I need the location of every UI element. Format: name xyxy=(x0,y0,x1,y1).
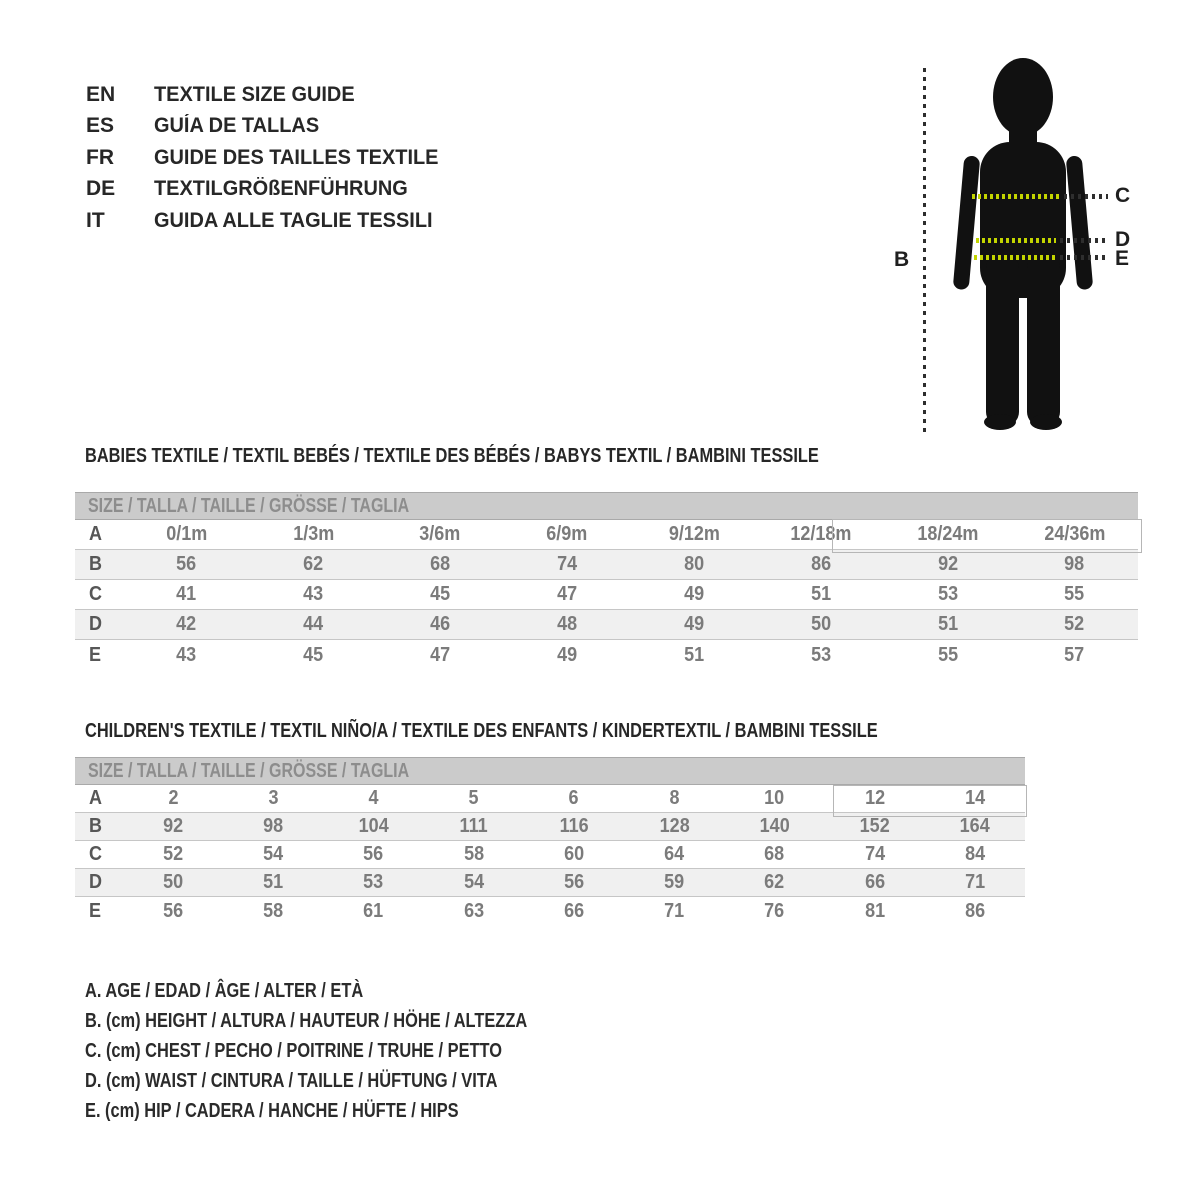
babies_table-A-value-7 xyxy=(1011,520,1138,549)
size-header-text: SIZE / TALLA / TAILLE / GRÖSSE / TAGLIA xyxy=(88,759,410,782)
children_table-B-value-8-text: 164 xyxy=(959,815,990,837)
babies_table-B-value-7 xyxy=(1011,550,1138,579)
children_table-E-value-8 xyxy=(925,897,1025,925)
hip-measure-label: E xyxy=(1115,247,1130,270)
lang-code: ES xyxy=(86,114,115,138)
babies_table-C-value-2-text: 45 xyxy=(430,583,451,605)
lang-title: TEXTILE SIZE GUIDE xyxy=(154,82,355,106)
children_table-E-value-3-text: 63 xyxy=(463,899,484,922)
babies_table-row-label-B-text: B xyxy=(89,553,103,575)
legend-hip: E. (cm) HIP / CADERA / HANCHE / HÜFTE / HIPS xyxy=(85,1099,459,1122)
waist-dot-line-body xyxy=(976,238,1056,243)
children_table-E-value-2-text: 61 xyxy=(363,899,384,922)
babies_table-A-value-5-text: 12/18m xyxy=(790,523,852,545)
children_table-D-value-1-text: 51 xyxy=(263,871,284,893)
children_table-C-value-2 xyxy=(323,841,423,868)
lang-title: GUIDA ALLE TAGLIE TESSILI xyxy=(154,208,433,232)
lang-code: EN xyxy=(86,82,116,106)
babies_table-A-value-1-text: 1/3m xyxy=(292,523,334,545)
babies_table-D-value-1 xyxy=(250,610,377,639)
babies_table-row-B xyxy=(75,550,1138,580)
children_table-A-value-2 xyxy=(323,785,423,812)
children_table-A-value-5-text: 8 xyxy=(669,787,680,809)
children_table-C-value-5 xyxy=(624,841,724,868)
babies_table-E-value-6 xyxy=(884,640,1011,670)
babies_table-D-value-3 xyxy=(504,610,631,639)
babies_table-A-value-4-text: 9/12m xyxy=(668,523,720,545)
children_table-row-label-E xyxy=(75,897,123,925)
children_table-E-value-2 xyxy=(323,897,423,925)
children_table-B-value-4-text: 116 xyxy=(559,815,589,837)
children_table-B-value-0-text: 92 xyxy=(163,815,184,837)
babies_table-C-value-1-text: 43 xyxy=(303,583,324,605)
babies_table-B-value-4 xyxy=(631,550,758,579)
babies_table-row-C xyxy=(75,580,1138,610)
babies_table-C-value-4 xyxy=(631,580,758,609)
children_table-D-value-3-text: 54 xyxy=(463,871,484,893)
babies_table-row-label-E-text: E xyxy=(89,643,102,666)
children_table-row-label-E-text: E xyxy=(89,899,102,922)
children_table-E-value-0 xyxy=(123,897,223,925)
babies_table-D-value-3-text: 48 xyxy=(557,613,578,635)
babies_table-C-value-5 xyxy=(757,580,884,609)
children_table-D-value-7-text: 66 xyxy=(864,871,885,893)
lang-code: FR xyxy=(86,145,114,169)
babies_table-row-D xyxy=(75,610,1138,640)
chest-measure-label: C xyxy=(1115,184,1131,207)
children_table-E-value-1-text: 58 xyxy=(263,899,284,922)
children_table-A-value-6 xyxy=(724,785,824,812)
children_table-D-value-7 xyxy=(825,869,925,896)
measure-legend xyxy=(85,976,624,1126)
babies_table-D-value-5-text: 50 xyxy=(810,613,831,635)
children_table-C-value-4 xyxy=(524,841,624,868)
height-measure-label: B xyxy=(894,248,910,271)
babies_table-row-label-C xyxy=(75,580,123,609)
children_table-C-value-6 xyxy=(724,841,824,868)
babies_table-B-value-2-text: 68 xyxy=(430,553,451,575)
children_table-D-value-4-text: 56 xyxy=(563,871,584,893)
babies_table-row-label-A xyxy=(75,520,123,549)
lang-row-es xyxy=(86,111,453,143)
children_table-B-value-0 xyxy=(123,813,223,840)
babies_table-row-E xyxy=(75,640,1138,670)
children_table-A-value-0 xyxy=(123,785,223,812)
babies_table-A-value-7-text: 24/36m xyxy=(1044,523,1106,545)
children_table-E-value-4-text: 66 xyxy=(563,899,584,922)
babies_table-row-A xyxy=(75,520,1138,550)
size-header-band xyxy=(75,492,1138,520)
children_table-A-value-4-text: 6 xyxy=(568,787,579,809)
children_table-E-value-6-text: 76 xyxy=(764,899,785,922)
children_table-D-value-0-text: 50 xyxy=(163,871,184,893)
legend-age: A. AGE / EDAD / ÂGE / ALTER / ETÀ xyxy=(85,979,364,1002)
children_table-A-value-6-text: 10 xyxy=(764,787,785,809)
children_table-B-value-6-text: 140 xyxy=(759,815,790,837)
babies_table-E-value-4-text: 51 xyxy=(683,643,704,666)
lang-row-fr xyxy=(86,142,453,174)
babies_table-row-label-B xyxy=(75,550,123,579)
babies_table-A-value-2-text: 3/6m xyxy=(419,523,461,545)
children_table-C-value-1 xyxy=(223,841,323,868)
babies_table-D-value-6-text: 51 xyxy=(937,613,958,635)
babies-size-table xyxy=(75,492,1138,670)
children_table-E-value-7-text: 81 xyxy=(864,899,885,922)
children_table-E-value-5-text: 71 xyxy=(664,899,685,922)
children_table-C-value-4-text: 60 xyxy=(563,843,584,865)
children_table-C-value-3-text: 58 xyxy=(463,843,484,865)
babies_table-D-value-1-text: 44 xyxy=(303,613,324,635)
children_table-D-value-2 xyxy=(323,869,423,896)
children_table-A-value-5 xyxy=(624,785,724,812)
babies_table-A-value-6-text: 18/24m xyxy=(917,523,979,545)
babies_table-E-value-0 xyxy=(123,640,250,670)
hip-dot-line-lead xyxy=(1060,255,1108,260)
children_table-C-value-8 xyxy=(925,841,1025,868)
children_table-D-value-3 xyxy=(424,869,524,896)
babies_table-D-value-0-text: 42 xyxy=(176,613,197,635)
children_table-A-value-0-text: 2 xyxy=(168,787,179,809)
lang-row-en xyxy=(86,79,453,111)
babies_table-B-value-5 xyxy=(757,550,884,579)
children_table-row-label-A-text: A xyxy=(89,787,103,809)
babies_table-E-value-5-text: 53 xyxy=(810,643,831,666)
children_table-row-A xyxy=(75,785,1025,813)
children_table-C-value-6-text: 68 xyxy=(764,843,785,865)
babies_table-E-value-2-text: 47 xyxy=(430,643,451,666)
children_table-A-value-8-text: 14 xyxy=(964,787,985,809)
children_table-row-label-B xyxy=(75,813,123,840)
babies_table-D-value-7-text: 52 xyxy=(1064,613,1085,635)
babies_table-B-value-6-text: 92 xyxy=(937,553,958,575)
babies_table-D-value-4 xyxy=(631,610,758,639)
children_table-B-value-3 xyxy=(424,813,524,840)
lang-row-it xyxy=(86,205,453,237)
children_table-B-value-4 xyxy=(524,813,624,840)
lang-code: IT xyxy=(86,208,105,232)
babies_table-E-value-4 xyxy=(631,640,758,670)
babies_table-E-value-5 xyxy=(757,640,884,670)
babies_table-B-value-7-text: 98 xyxy=(1064,553,1085,575)
children_table-row-C xyxy=(75,841,1025,869)
children_table-row-label-C xyxy=(75,841,123,868)
babies_table-C-value-5-text: 51 xyxy=(810,583,831,605)
children_table-E-value-6 xyxy=(724,897,824,925)
babies_table-B-value-5-text: 86 xyxy=(810,553,831,575)
children_table-row-D xyxy=(75,869,1025,897)
babies_table-E-value-3 xyxy=(504,640,631,670)
babies_table-B-value-0 xyxy=(123,550,250,579)
chest-dot-line-body xyxy=(972,194,1060,199)
babies_table-row-label-A-text: A xyxy=(89,523,103,545)
language-title-block xyxy=(86,79,453,237)
children-section-title: CHILDREN'S TEXTILE / TEXTIL NIÑO/A / TEXTILE DES ENFANTS / KINDERTEXTIL / BAMBINI TESSILE xyxy=(85,720,878,742)
children_table-D-value-1 xyxy=(223,869,323,896)
children_table-B-value-1-text: 98 xyxy=(263,815,284,837)
babies_table-D-value-2 xyxy=(377,610,504,639)
children_table-C-value-7 xyxy=(825,841,925,868)
children_table-D-value-8-text: 71 xyxy=(964,871,985,893)
babies_table-C-value-6 xyxy=(884,580,1011,609)
children_table-B-value-8 xyxy=(925,813,1025,840)
babies_table-A-value-1 xyxy=(250,520,377,549)
children_table-B-value-7 xyxy=(825,813,925,840)
legend-chest: C. (cm) CHEST / PECHO / POITRINE / TRUHE / PETTO xyxy=(85,1039,503,1062)
babies_table-E-value-1-text: 45 xyxy=(303,643,324,666)
children_table-C-value-0 xyxy=(123,841,223,868)
babies_table-row-label-C-text: C xyxy=(89,583,103,605)
children-table-rows xyxy=(75,785,1025,925)
babies_table-A-value-6 xyxy=(884,520,1011,549)
babies_table-A-value-5 xyxy=(757,520,884,549)
children_table-A-value-1-text: 3 xyxy=(268,787,279,809)
children_table-A-value-2-text: 4 xyxy=(368,787,379,809)
babies_table-A-value-0-text: 0/1m xyxy=(165,523,207,545)
babies_table-E-value-7-text: 57 xyxy=(1064,643,1085,666)
children_table-C-value-7-text: 74 xyxy=(864,843,885,865)
children_table-D-value-5 xyxy=(624,869,724,896)
babies_table-B-value-6 xyxy=(884,550,1011,579)
children_table-A-value-8 xyxy=(925,785,1025,812)
babies_table-C-value-2 xyxy=(377,580,504,609)
children_table-A-value-4 xyxy=(524,785,624,812)
babies_table-B-value-3-text: 74 xyxy=(557,553,578,575)
children_table-D-value-6-text: 62 xyxy=(764,871,785,893)
lang-code: DE xyxy=(86,177,116,201)
babies_table-C-value-3-text: 47 xyxy=(557,583,578,605)
babies_table-C-value-7 xyxy=(1011,580,1138,609)
babies_table-C-value-1 xyxy=(250,580,377,609)
babies_table-B-value-4-text: 80 xyxy=(683,553,704,575)
children_table-row-label-D-text: D xyxy=(89,871,103,893)
children_table-B-value-5 xyxy=(624,813,724,840)
babies_table-C-value-4-text: 49 xyxy=(683,583,704,605)
children_table-E-value-7 xyxy=(825,897,925,925)
hip-dot-line-body xyxy=(974,255,1058,260)
babies_table-E-value-3-text: 49 xyxy=(557,643,578,666)
babies_table-B-value-2 xyxy=(377,550,504,579)
children_table-C-value-2-text: 56 xyxy=(363,843,384,865)
children_table-B-value-6 xyxy=(724,813,824,840)
legend-waist: D. (cm) WAIST / CINTURA / TAILLE / HÜFTUNG / VITA xyxy=(85,1069,498,1092)
children_table-B-value-5-text: 128 xyxy=(659,815,690,837)
children_table-row-label-D xyxy=(75,869,123,896)
children_table-C-value-1-text: 54 xyxy=(263,843,284,865)
children_table-E-value-5 xyxy=(624,897,724,925)
babies_table-C-value-0-text: 41 xyxy=(176,583,197,605)
babies_table-D-value-4-text: 49 xyxy=(683,613,704,635)
children_table-row-label-A xyxy=(75,785,123,812)
children_table-E-value-0-text: 56 xyxy=(163,899,184,922)
children_table-C-value-5-text: 64 xyxy=(664,843,685,865)
babies_table-A-value-4 xyxy=(631,520,758,549)
children_table-A-value-7 xyxy=(825,785,925,812)
children_table-row-label-B-text: B xyxy=(89,815,103,837)
children_table-B-value-2 xyxy=(323,813,423,840)
babies_table-E-value-2 xyxy=(377,640,504,670)
legend-height: B. (cm) HEIGHT / ALTURA / HAUTEUR / HÖHE / ALTEZZA xyxy=(85,1009,528,1032)
children_table-B-value-7-text: 152 xyxy=(859,815,890,837)
children_table-C-value-8-text: 84 xyxy=(964,843,985,865)
children_table-E-value-4 xyxy=(524,897,624,925)
children_table-row-E xyxy=(75,897,1025,925)
children_table-B-value-2-text: 104 xyxy=(358,815,389,837)
chest-dot-line-lead xyxy=(1064,194,1108,199)
babies_table-B-value-1-text: 62 xyxy=(303,553,324,575)
babies_table-E-value-1 xyxy=(250,640,377,670)
waist-dot-line-lead xyxy=(1060,238,1108,243)
children_table-A-value-7-text: 12 xyxy=(864,787,885,809)
children_table-E-value-1 xyxy=(223,897,323,925)
size-header-band xyxy=(75,757,1025,785)
children_table-D-value-2-text: 53 xyxy=(363,871,384,893)
babies_table-D-value-0 xyxy=(123,610,250,639)
babies_table-E-value-6-text: 55 xyxy=(937,643,958,666)
children_table-A-value-3-text: 5 xyxy=(468,787,479,809)
babies-section-title: BABIES TEXTILE / TEXTIL BEBÉS / TEXTILE DES BÉBÉS / BABYS TEXTIL / BAMBINI TESSILE xyxy=(85,445,819,467)
babies_table-A-value-3-text: 6/9m xyxy=(546,523,588,545)
size-header-text: SIZE / TALLA / TAILLE / GRÖSSE / TAGLIA xyxy=(88,494,410,517)
children_table-row-label-C-text: C xyxy=(89,843,103,865)
babies_table-A-value-2 xyxy=(377,520,504,549)
babies_table-D-value-5 xyxy=(757,610,884,639)
children_table-C-value-0-text: 52 xyxy=(163,843,184,865)
babies_table-row-label-E xyxy=(75,640,123,670)
babies_table-D-value-2-text: 46 xyxy=(430,613,451,635)
babies_table-E-value-0-text: 43 xyxy=(176,643,197,666)
children_table-E-value-8-text: 86 xyxy=(964,899,985,922)
waist-measure-label: D xyxy=(1115,228,1131,251)
babies-table-rows xyxy=(75,520,1138,670)
children_table-E-value-3 xyxy=(424,897,524,925)
babies_table-A-value-3 xyxy=(504,520,631,549)
children_table-B-value-3-text: 111 xyxy=(459,815,488,837)
babies_table-D-value-7 xyxy=(1011,610,1138,639)
babies_table-C-value-6-text: 53 xyxy=(937,583,958,605)
babies_table-row-label-D xyxy=(75,610,123,639)
babies_table-C-value-0 xyxy=(123,580,250,609)
children-size-table xyxy=(75,757,1025,925)
children_table-row-B xyxy=(75,813,1025,841)
babies_table-C-value-3 xyxy=(504,580,631,609)
child-silhouette xyxy=(940,56,1106,434)
babies_table-A-value-0 xyxy=(123,520,250,549)
children_table-D-value-0 xyxy=(123,869,223,896)
children_table-C-value-3 xyxy=(424,841,524,868)
height-dashed-line xyxy=(923,68,926,432)
children_table-A-value-3 xyxy=(424,785,524,812)
children_table-D-value-5-text: 59 xyxy=(664,871,685,893)
children_table-D-value-8 xyxy=(925,869,1025,896)
babies_table-D-value-6 xyxy=(884,610,1011,639)
children_table-B-value-1 xyxy=(223,813,323,840)
babies_table-E-value-7 xyxy=(1011,640,1138,670)
lang-row-de xyxy=(86,174,453,206)
babies_table-B-value-3 xyxy=(504,550,631,579)
babies_table-B-value-1 xyxy=(250,550,377,579)
children_table-A-value-1 xyxy=(223,785,323,812)
babies_table-row-label-D-text: D xyxy=(89,613,103,635)
children_table-D-value-6 xyxy=(724,869,824,896)
lang-title: GUIDE DES TAILLES TEXTILE xyxy=(154,145,439,169)
babies_table-B-value-0-text: 56 xyxy=(176,553,197,575)
babies_table-C-value-7-text: 55 xyxy=(1064,583,1085,605)
lang-title: GUÍA DE TALLAS xyxy=(154,114,320,138)
children_table-D-value-4 xyxy=(524,869,624,896)
lang-title: TEXTILGRÖßENFÜHRUNG xyxy=(154,177,408,201)
